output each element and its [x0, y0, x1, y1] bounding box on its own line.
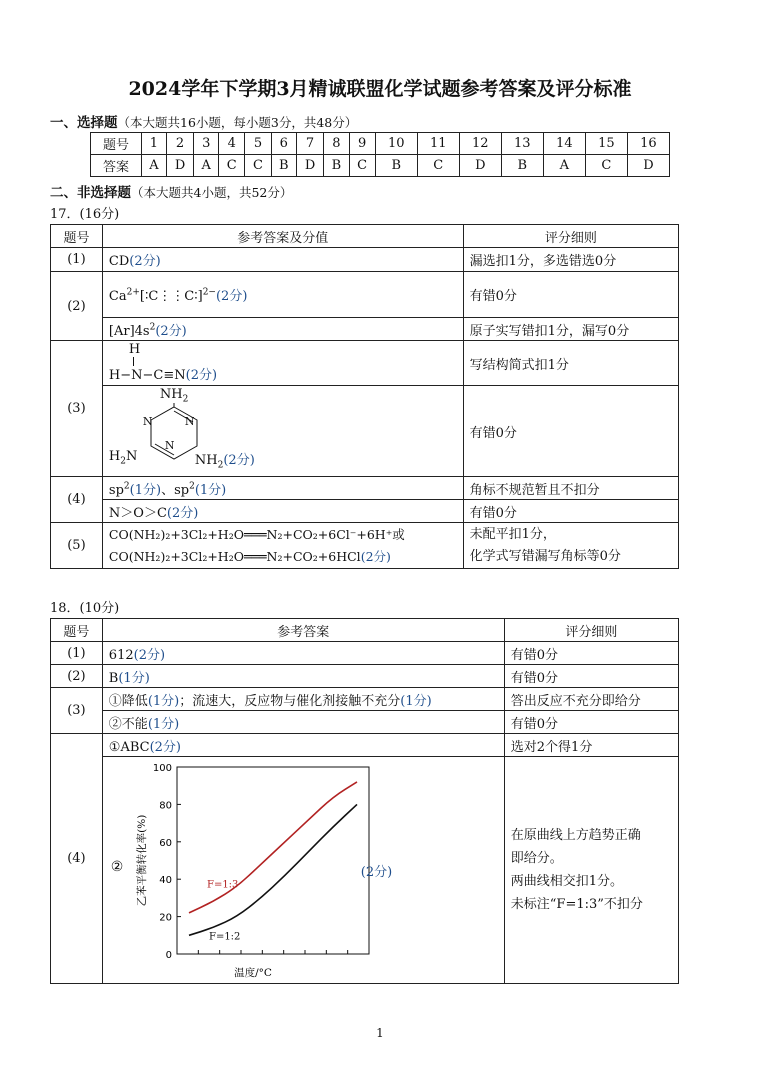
q17-r5-line2-wrap: [109, 546, 457, 568]
mc-question-number: 3: [194, 133, 219, 155]
q17-r3b-h2n-n: N: [125, 449, 138, 464]
y-axis-label: 乙苯平衡转化率(%): [135, 814, 148, 907]
mc-question-number: 6: [271, 133, 296, 155]
q18-r4b-rule2: 即给分。: [510, 851, 563, 866]
q17-r2a-answer: [102, 272, 463, 318]
q17-r5-line1: CO(NH₂)₂+3Cl₂+H₂O═══N₂+CO₂+6Cl⁻+6H⁺或: [108, 526, 405, 542]
q18-r3a-score1: (1分): [147, 693, 180, 709]
q17-r3b-nh2-right-text: NH: [194, 453, 218, 468]
q17-r3b-rule: 有错0分: [463, 386, 678, 477]
mc-answer-cell: D: [627, 155, 669, 177]
q17-r2a-score: (2分): [215, 289, 248, 304]
q17-r4a-sp2: sp: [174, 482, 190, 498]
q17-r2a-sup2: 2−: [202, 287, 216, 298]
q18-r4a-rule: 选对2个得1分: [504, 734, 678, 757]
q17-r3b-ring-n2: N: [184, 415, 195, 428]
mc-answer-cell: A: [543, 155, 585, 177]
mc-answer-cell: C: [349, 155, 375, 177]
page-title: 2024学年下学期3月精诚联盟化学试题参考答案及评分标准: [128, 78, 632, 100]
q18-header-rule: 评分细则: [504, 619, 678, 642]
q17-r5-rule1: 未配平扣1分，: [469, 526, 556, 542]
q17-r3b-nh2-top-text: NH: [159, 387, 183, 402]
part2-heading-text: 二、非选择题: [50, 185, 131, 201]
q17-r1-rule: 漏选扣1分，多选错选0分: [463, 248, 678, 272]
q17-r3b-h2n-h: H: [108, 449, 121, 464]
mc-question-number: 9: [349, 133, 375, 155]
q17-r3b-ring-n3: N: [164, 439, 175, 452]
q17-r2a-ca: Ca: [108, 289, 127, 304]
mc-answer-cell: A: [194, 155, 219, 177]
mc-answer-cell: B: [324, 155, 349, 177]
mc-question-number: 10: [375, 133, 417, 155]
q18-r4b-circle: ②: [110, 859, 124, 875]
q17-r3b-score: (2分): [223, 453, 255, 468]
q17-r3a-score: (2分): [185, 368, 218, 383]
q18-r4b-rule: [504, 757, 678, 984]
q17-r3a-answer: [102, 341, 463, 386]
mc-answer-cell: B: [375, 155, 417, 177]
q17-r2a-rule: 有错0分: [463, 272, 678, 318]
q18-r1-answer: [102, 642, 504, 665]
q17-r5-answer: [102, 523, 463, 569]
q18-r3a-rule: 答出反应不充分即给分: [504, 688, 678, 711]
q17-r4a-score1: (1分): [129, 482, 162, 498]
q17-r5-score: (2分): [360, 548, 391, 564]
mc-answer-cell: C: [417, 155, 459, 177]
q17-table: [50, 224, 679, 569]
y-tick-label: 100: [152, 763, 172, 774]
mc-answer-cell: C: [585, 155, 627, 177]
q17-r4a-score2: (1分): [194, 482, 227, 498]
q18-r4-num: (4): [51, 734, 103, 984]
mc-answer-cell: D: [166, 155, 193, 177]
q18-header-num: 题号: [51, 619, 103, 642]
q17-r3a-struct: H−N−C≡N: [108, 368, 186, 383]
mc-question-number: 11: [417, 133, 459, 155]
q18-r2-rule: 有错0分: [504, 665, 678, 688]
q18-r4a-answer: [102, 734, 504, 757]
series-label: F=1:2: [208, 931, 241, 943]
part1-heading: [50, 111, 357, 131]
q18-header-answer: 参考答案: [102, 619, 504, 642]
q18-r4b-rule4: 未标注“F=1:3”不扣分: [510, 897, 643, 912]
q17-r3a-line: [109, 364, 217, 383]
mc-question-number: 2: [166, 133, 193, 155]
mc-question-number: 4: [219, 133, 245, 155]
q18-r2-score: (1分): [118, 670, 150, 686]
q17-r4a-sup1: 2: [123, 481, 130, 492]
q17-r3b-ring-n1: N: [142, 415, 153, 428]
q18-r3b-answer: [102, 711, 504, 734]
mc-answer-cell: B: [501, 155, 543, 177]
part1-note: （本大题共16小题，每小题3分，共48分）: [117, 115, 358, 130]
q18-r1-num: (1): [51, 642, 103, 665]
q18-r4a-score: (2分): [149, 739, 182, 755]
q17-r2-num: (2): [51, 272, 103, 341]
q18-r1-rule: 有错0分: [504, 642, 678, 665]
q17-r3b-h2n-left: [109, 449, 137, 467]
mc-answer-cell: C: [245, 155, 271, 177]
y-tick-label: 20: [159, 912, 172, 924]
q17-r2b-answer: [102, 318, 463, 341]
q18-r3-num: (3): [51, 688, 103, 734]
q17-label: 17．(16分): [50, 207, 120, 222]
q18-r4a-ans: ①ABC: [108, 739, 150, 755]
q18-r4b-answer: [102, 757, 504, 984]
mc-answer-cell: D: [296, 155, 323, 177]
mc-question-number: 8: [324, 133, 349, 155]
mc-answer-cell: A: [142, 155, 167, 177]
x-axis-label: 温度/°C: [233, 967, 272, 979]
q18-r4b-rule1: 在原曲线上方趋势正确: [510, 828, 641, 843]
q18-r3a-ans2: ；流速大，反应物与催化剂接触不充分: [179, 693, 401, 709]
q17-r2a-sup1: 2+: [126, 287, 140, 298]
q18-r3a-answer: [102, 688, 504, 711]
q17-r3b-answer: [102, 386, 463, 477]
mc-answer-table: [90, 132, 670, 177]
q17-r2b-config: [Ar]4s: [108, 323, 150, 339]
q17-r2b-score: (2分): [155, 323, 187, 339]
q17-header-rule: 评分细则: [463, 225, 678, 248]
q17-r4b-rule: 有错0分: [463, 500, 678, 523]
mc-question-number: 16: [627, 133, 669, 155]
q17-r2b-rule: 原子实写错扣1分，漏写0分: [463, 318, 678, 341]
mc-answer-cell: D: [459, 155, 501, 177]
q18-r4b-rule3: 两曲线相交扣1分。: [510, 874, 624, 889]
q18-r4b-score: (2分): [360, 865, 393, 880]
mc-question-number: 14: [543, 133, 585, 155]
q17-r3a-rule: 写结构简式扣1分: [463, 341, 678, 386]
q18-r3b-score: (1分): [147, 716, 180, 732]
q17-r2a-ion: [∶C⋮⋮C∶]: [139, 289, 203, 304]
q17-r4b-ans: N＞O＞C: [108, 505, 167, 521]
y-tick-label: 40: [159, 875, 172, 887]
series-line-f13: [189, 782, 357, 913]
mc-question-number: 1: [142, 133, 167, 155]
mc-question-number: 15: [585, 133, 627, 155]
part2-heading: [50, 181, 292, 201]
q17-r1-score: (2分): [129, 254, 161, 269]
mc-answer-cell: C: [219, 155, 245, 177]
q18-r1-ans: 612: [108, 647, 134, 663]
q17-r4b-answer: [102, 500, 463, 523]
part2-note: （本大题共4小题，共52分）: [131, 185, 293, 200]
q17-header-answer: 参考答案及分值: [102, 225, 463, 248]
q17-header-num: 题号: [51, 225, 103, 248]
q17-r5-num: (5): [51, 523, 103, 569]
q17-r4b-score: (2分): [166, 505, 199, 521]
q17-r3b-h2n-sub: 2: [120, 456, 126, 467]
q18-r1-score: (2分): [133, 647, 166, 663]
q17-r4-num: (4): [51, 477, 103, 523]
y-tick-label: 0: [165, 950, 172, 961]
q17-r4a-sep: 、: [161, 482, 175, 498]
q18-label: 18．(10分): [50, 601, 120, 616]
q18-r2-answer: [102, 665, 504, 688]
q18-r3b-ans: ②不能: [108, 716, 148, 732]
mc-row-label-q: 题号: [91, 133, 142, 155]
mc-answer-cell: B: [271, 155, 296, 177]
q17-r1-num: (1): [51, 248, 103, 272]
q17-r5-rule: [463, 523, 678, 569]
q17-r3a-h-top: H: [128, 342, 141, 357]
q17-r1-answer: [102, 248, 463, 272]
mc-question-number: 12: [459, 133, 501, 155]
mc-question-number: 13: [501, 133, 543, 155]
q17-r5-line2: CO(NH₂)₂+3Cl₂+H₂O═══N₂+CO₂+6HCl: [108, 548, 361, 564]
series-label: F=1:3: [206, 879, 239, 891]
q17-r3b-nh2-top: [160, 387, 188, 405]
q18-r3a-score2: (1分): [400, 693, 432, 709]
q17-r3b-nh2-right-sub: 2: [217, 460, 224, 471]
q17-r3b-nh2-right: [195, 449, 255, 471]
q17-r1-ans: CD: [108, 254, 130, 269]
q18-r2-num: (2): [51, 665, 103, 688]
q17-r3-num: (3): [51, 341, 103, 477]
q17-r4a-rule: 角标不规范暂且不扣分: [463, 477, 678, 500]
mc-row-label-a: 答案: [91, 155, 142, 177]
q17-r3b-nh2-top-sub: 2: [182, 394, 189, 405]
chart-frame: [177, 767, 369, 954]
q17-r2b-sup: 2: [149, 322, 156, 333]
y-tick-label: 80: [159, 800, 172, 812]
equilibrium-chart: [117, 757, 377, 983]
q18-r3a-ans1: ①降低: [108, 693, 148, 709]
q17-r4a-answer: [102, 477, 463, 500]
q17-r4a-sup2: 2: [189, 481, 195, 492]
q18-r3b-rule: 有错0分: [504, 711, 678, 734]
y-tick-label: 60: [159, 837, 172, 849]
series-line-f12: [189, 804, 357, 935]
q18-r2-ans: B: [108, 670, 119, 686]
part1-heading-text: 一、选择题: [50, 115, 118, 131]
q18-table: [50, 618, 679, 984]
q17-r5-rule2: 化学式写错漏写角标等0分: [469, 548, 621, 564]
q17-r4a-sp1: sp: [108, 482, 124, 498]
mc-question-number: 5: [245, 133, 271, 155]
mc-question-number: 7: [296, 133, 323, 155]
page-number: 1: [376, 1026, 384, 1040]
